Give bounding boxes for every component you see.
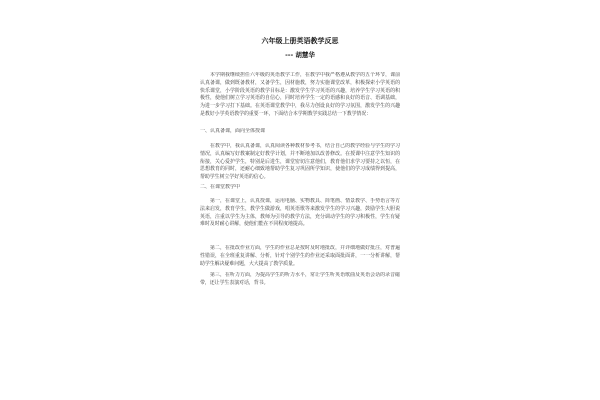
- section-2-paragraph-1: 第一，在课堂上，认真授课，运用电脑、实物教具、简笔画、情景教学、手势语言等方法来启发，教育学生，教学生做游戏，唱英语歌等来激发学生的学习兴趣，鼓励学生大胆说英语，注重以学生为主体，教师为引导的教学方法，充分调动学生的学习积极性，学生有疑难时及时耐心讲解，使他们能在不同程度地提高。: [200, 198, 400, 228]
- document-author: --- 胡慧华: [285, 51, 315, 59]
- section-2-heading: 二、在课堂教学中: [200, 184, 241, 190]
- section-1-heading: 一、认真备课，面向全体授课: [200, 128, 266, 134]
- intro-paragraph: 本学期我继续担任六年级的英语教学工作，在教学中我严格遵从教学的五个环节，课前认真备课，做到既备教材，又备学生，因材施教，努力实施课堂改革，积极探索小学英语的快乐课堂，小学阶段英语的教学目标是：激发学生学习英语的兴趣，培养学生学习英语的积极性，使他们树立学习英语的自信心，同时培养学生一定的语感和良好的语音、语调基础，为进一步学习打下基础。在英语课堂教学中，我尽力创设良好的学习氛围，激发学生的兴趣是教好小学英语教学的重要一环，下面结合本学期教学实践总结一下教学情况：: [200, 72, 400, 117]
- document-page: [196, 0, 404, 400]
- section-1-paragraph: 在教学中，我认真备课，认真阅读各种教材参考书，结合自己的教学经验与学生的学习情况，认真编写好教案制定好教学计划，并不断地加以改善修改。在授课中注意学生知识的衔接，关心爱护学生，特别是后进生，课堂密切注意他们，教育他们求学习要持之以恒，在思想教育的同时，还耐心细致地帮助学生复习巩固所学知识，使他们的学习成绩得到提高，帮助学生树立学好英语的信心。: [200, 143, 400, 181]
- section-2-paragraph-3: 第三，在听力方面，为提高学生的听力水平，常让学生听英语歌曲及英语会话的录音磁带，还让学生表演对话，背书。: [200, 272, 400, 286]
- section-2-paragraph-2: 第二，在批改作业方面，学生的作业总是按时及时地批改，并详细地做好批注，对普遍性错误，在全班重复讲解、分析，针对个别学生的作业还采取面批面讲，一一分析讲解，帮助学生解决疑难问题，大大提高了教学质量。: [200, 245, 400, 267]
- document-title: 六年级上册英语教学反思: [261, 37, 339, 45]
